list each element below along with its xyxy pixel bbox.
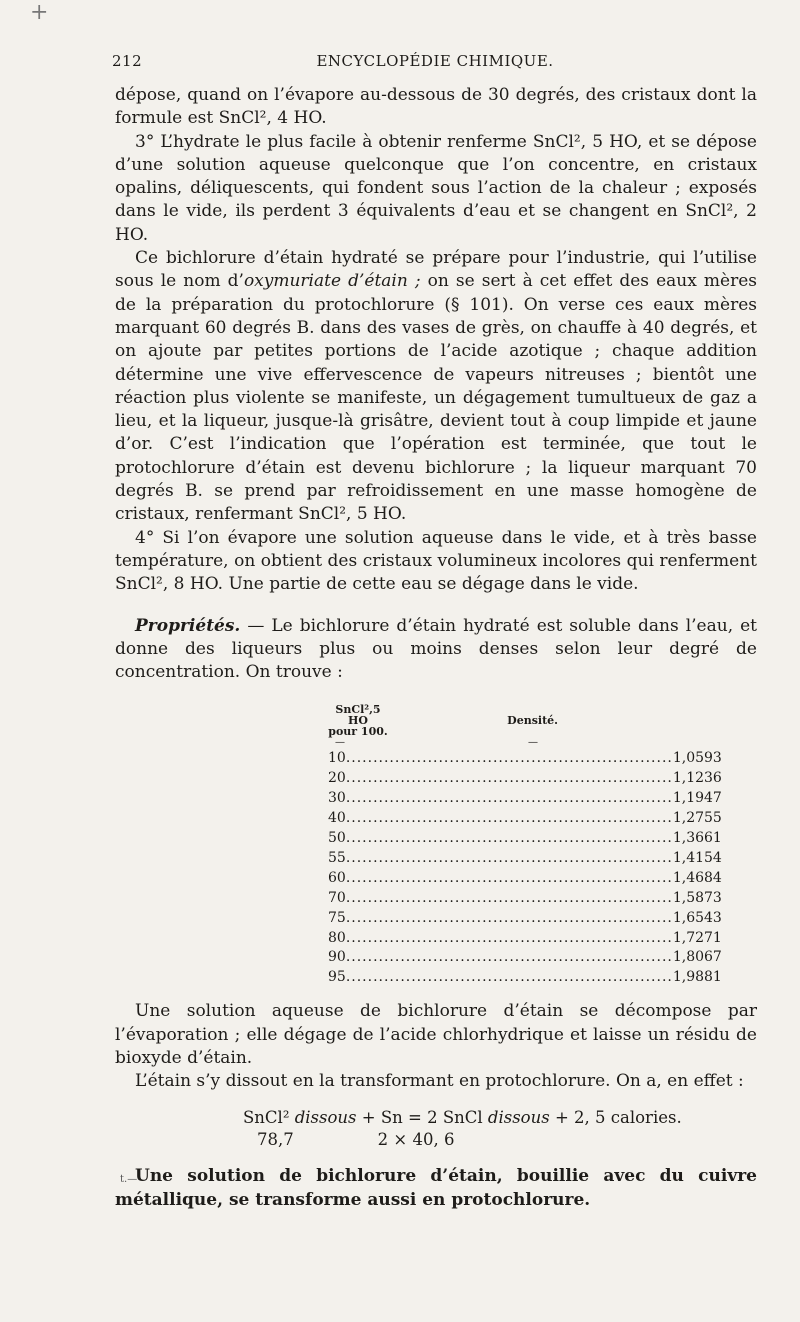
leader-dots: ............................................................	[345, 909, 673, 926]
row-density: 1,0593	[672, 750, 722, 767]
row-density: 1,9881	[672, 969, 722, 986]
equation-line-1	[243, 1107, 757, 1129]
row-density: 1,1236	[672, 770, 722, 787]
leader-dots: ............................................................	[345, 929, 673, 946]
table-row	[328, 889, 722, 909]
row-density: 1,3661	[672, 830, 722, 847]
col2-dash: —	[528, 737, 538, 749]
paragraph-7: L’étain s’y dissout en la transformant en protochlorure. On a, en effet :	[135, 1071, 744, 1092]
footer-mark: t.—	[120, 1174, 138, 1185]
leader-dots: ............................................................	[345, 790, 673, 807]
table-row	[328, 789, 722, 809]
p5-text: — Le bichlorure d’étain hydraté est soluble dans l’eau, et donne des liqueurs plus ou moins denses selon leur degré de concentration. On trouve :	[115, 615, 757, 683]
equation-line-2: 78,7 2 × 40, 6	[257, 1130, 455, 1150]
paragraph-2: 3° L’hydrate le plus facile à obtenir renferme SnCl², 5 HO, et se dépose d’une solution aqueuse quelconque que l’on concentre, en cristaux opalins, déliquescents, qui fondent sous l’action de la chaleur ; exposés dans le vide, ils perdent 3 équivalents d’eau et se changent en SnCl², 2 HO.	[115, 131, 757, 245]
page-number: 212	[112, 52, 143, 70]
paragraph-3	[115, 247, 757, 527]
leader-dots: ............................................................	[345, 770, 673, 787]
table-header	[328, 704, 558, 737]
col1-dash: —	[335, 737, 345, 749]
row-percent: 90	[328, 949, 346, 966]
paragraph-1: dépose, quand on l’évapore au-dessous de 30 degrés, des cristaux dont la formule est SnCl², 4 HO.	[115, 85, 757, 129]
col1-header	[328, 704, 388, 737]
col1-header-line2: pour 100.	[328, 725, 388, 739]
eq-part-c: + Sn = 2 SnCl	[356, 1108, 488, 1128]
paragraph-properties	[115, 615, 757, 685]
page-header	[112, 50, 758, 74]
row-percent: 95	[328, 969, 346, 986]
table-row	[328, 849, 722, 869]
row-percent: 30	[328, 790, 346, 807]
row-percent: 70	[328, 889, 346, 906]
paragraph-4: 4° Si l’on évapore une solution aqueuse dans le vide, et à très basse température, on obtient des cristaux volumineux incolores qui renferment SnCl², 8 HO. Une partie de cette eau se dégage dans le vide.	[115, 527, 757, 595]
row-density: 1,5873	[672, 889, 722, 906]
leader-dots: ............................................................	[345, 810, 673, 827]
table-row	[328, 829, 722, 849]
paragraph-8: Une solution de bichlorure d’étain, bouillie avec du cuivre métallique, se transforme aussi en protochlorure.	[115, 1166, 757, 1210]
paragraph-6: Une solution aqueuse de bichlorure d’étain se décompose par l’évaporation ; elle dégage de l’acide chlorhydrique et laisse un résidu de bioxyde d’étain.	[115, 1001, 757, 1068]
leader-dots: ............................................................	[345, 869, 673, 886]
row-percent: 60	[328, 869, 346, 886]
row-percent: 10	[328, 750, 346, 767]
table-row	[328, 869, 722, 889]
header-dashes	[328, 737, 558, 749]
row-density: 1,2755	[672, 810, 722, 827]
row-percent: 40	[328, 810, 346, 827]
density-table	[328, 703, 722, 988]
row-density: 1,7271	[672, 929, 722, 946]
p3-text-a: Ce bichlorure d’étain hydraté se prépare pour l’industrie, qui l’utilise sous le nom d’	[115, 248, 757, 292]
eq-part-b: dissous	[294, 1108, 357, 1128]
p3-text-b: on se sert à cet effet des eaux mères de la préparation du protochlorure (§ 101). On verse ces eaux mères marquant 60 degrés B. dans des vases de grès, on chauffe à 40 degrés, et on ajoute par petites portions de l’acide azotique ; chaque addition détermine une vive effervescence de vapeurs nitreuses ; bientôt une réaction plus violente se manifeste, un dégagement tumultueux de gaz a lieu, et la liqueur, jusque-là grisâtre, devient tout à coup limpide et jaune d’or. C’est l’indication que l’opération est terminée, que tout le protochlorure d’étain est devenu bichlorure ; la liqueur marquant 70 degrés B. se prend par refroidissement en une masse homogène de cristaux, renfermant SnCl², 5 HO.	[115, 271, 757, 525]
table-row	[328, 809, 722, 829]
corner-mark: +	[30, 0, 49, 25]
leader-dots: ............................................................	[345, 889, 673, 906]
row-density: 1,4684	[672, 869, 722, 886]
table-row	[328, 968, 722, 988]
eq-part-d: dissous	[487, 1108, 550, 1128]
leader-dots: ............................................................	[345, 750, 673, 767]
table-rows	[328, 749, 722, 988]
table-row	[328, 769, 722, 789]
leader-dots: ............................................................	[345, 830, 673, 847]
running-title: ENCYCLOPÉDIE CHIMIQUE.	[316, 52, 554, 70]
row-percent: 55	[328, 849, 346, 866]
row-percent: 20	[328, 770, 346, 787]
section-heading-proprietes: Propriétés.	[135, 615, 241, 636]
leader-dots: ............................................................	[345, 969, 673, 986]
eq-part-a: SnCl²	[243, 1108, 290, 1128]
row-density: 1,1947	[672, 790, 722, 807]
row-density: 1,8067	[672, 949, 722, 966]
eq-part-e: + 2, 5 calories.	[549, 1108, 682, 1128]
row-density: 1,4154	[672, 849, 722, 866]
equation	[243, 1107, 757, 1151]
table-row	[328, 929, 722, 949]
leader-dots: ............................................................	[345, 849, 673, 866]
leader-dots: ............................................................	[345, 949, 673, 966]
row-density: 1,6543	[672, 909, 722, 926]
col2-header: Densité.	[507, 714, 558, 728]
row-percent: 80	[328, 929, 346, 946]
body-text	[115, 84, 757, 1212]
col1-header-line1: SnCl²,5 HO	[335, 703, 381, 728]
p3-italic: oxymuriate d’étain ;	[243, 271, 421, 292]
row-percent: 50	[328, 830, 346, 847]
table-row	[328, 948, 722, 968]
table-row	[328, 749, 722, 769]
table-row	[328, 909, 722, 929]
row-percent: 75	[328, 909, 346, 926]
